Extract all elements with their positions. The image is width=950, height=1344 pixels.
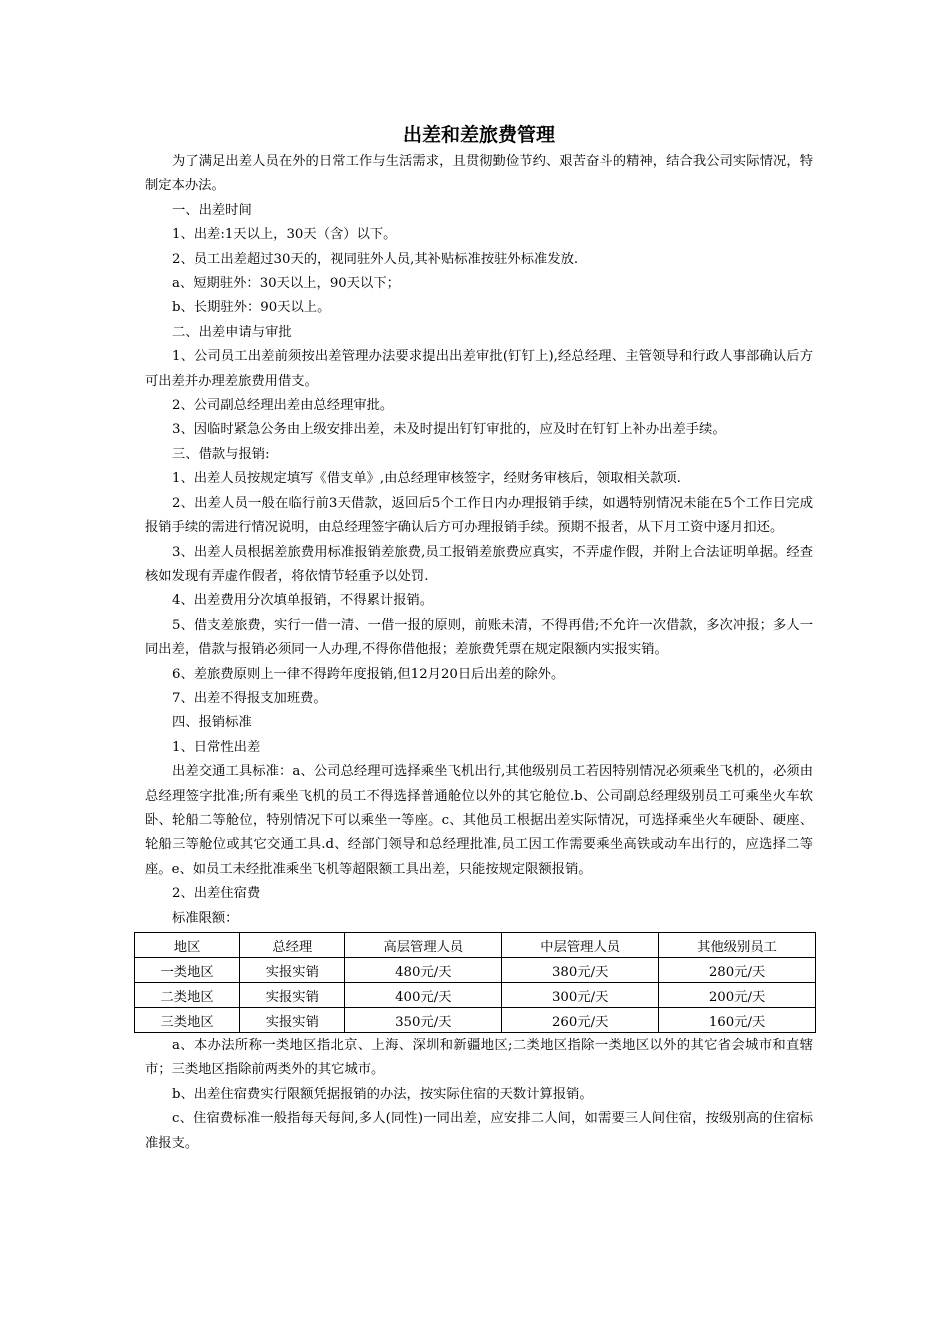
table-row xyxy=(135,983,816,1008)
table-header-cell: 其他级别员工 xyxy=(659,933,816,958)
table-cell: 380元/天 xyxy=(502,958,659,983)
document-page xyxy=(145,120,813,1156)
table-cell: 200元/天 xyxy=(659,983,816,1008)
table-row xyxy=(135,1008,816,1033)
document-title: 出差和差旅费管理 xyxy=(402,124,555,146)
paragraph: 3、因临时紧急公务由上级安排出差，未及时提出钉钉审批的，应及时在钉钉上补办出差手续。 xyxy=(172,422,726,438)
paragraph: 出差交通工具标准：a、公司总经理可选择乘坐飞机出行,其他级别员工若因特别情况必须乘坐飞机的，必须由总经理签字批准;所有乘坐飞机的员工不得选择普通舱位以外的其它舱位.b、公司副总经理级别员工可乘坐火车软卧、轮船二等舱位，特别情况下可以乘坐一等座。c、其他员工根据出差实际情况，可选择乘坐火车硬卧、硬座、轮船三等舱位或其它交通工具.d、经部门领导和总经理批准,员工因工作需要乘坐高铁或动车出行的，应选择二等座。e、如员工未经批准乘坐飞机等超限额工具出差，只能按规定限额报销。 xyxy=(145,764,813,877)
table-cell: 实报实销 xyxy=(240,983,345,1008)
table-header-cell: 总经理 xyxy=(240,933,345,958)
table-cell: 160元/天 xyxy=(659,1008,816,1033)
paragraph: 3、出差人员根据差旅费用标准报销差旅费,员工报销差旅费应真实，不弄虚作假，并附上合法证明单据。经查核如发现有弄虚作假者，将依情节轻重予以处罚. xyxy=(145,544,813,584)
table-row xyxy=(135,958,816,983)
table-header-cell: 中层管理人员 xyxy=(502,933,659,958)
table-cell: 三类地区 xyxy=(135,1008,240,1033)
table-cell: 280元/天 xyxy=(659,958,816,983)
paragraph: 2、公司副总经理出差由总经理审批。 xyxy=(172,398,394,414)
paragraph: c、住宿费标准一般指每天每间,多人(同性)一同出差，应安排二人间，如需要三人间住宿，按级别高的住宿标准报支。 xyxy=(145,1111,813,1151)
paragraph: a、本办法所称一类地区指北京、上海、深圳和新疆地区;二类地区指除一类地区以外的其它省会城市和直辖市；三类地区指除前两类外的其它城市。 xyxy=(145,1038,813,1078)
paragraph: 2、员工出差超过30天的，视同驻外人员,其补贴标准按驻外标准发放. xyxy=(172,251,579,267)
paragraph: b、长期驻外：90天以上。 xyxy=(172,300,331,316)
table-caption: 标准限额： xyxy=(172,910,239,926)
paragraph: 5、借支差旅费，实行一借一清、一借一报的原则，前账未清，不得再借;不允许一次借款，多次冲报；多人一同出差，借款与报销必须同一人办理,不得你借他报；差旅费凭票在规定限额内实报实销。 xyxy=(145,617,813,658)
table-cell: 260元/天 xyxy=(502,1008,659,1033)
lodging-limit-table xyxy=(134,932,816,1033)
paragraph: 2、出差人员一般在临行前3天借款，返回后5个工作日内办理报销手续，如遇特别情况未能在5个工作日完成报销手续的需进行情况说明，由总经理签字确认后方可办理报销手续。预期不报者，从下月工资中逐月扣还。 xyxy=(145,495,813,536)
table-cell: 一类地区 xyxy=(135,958,240,983)
table-header-cell: 地区 xyxy=(135,933,240,958)
table-header-cell: 高层管理人员 xyxy=(345,933,502,958)
table-cell: 二类地区 xyxy=(135,983,240,1008)
table-cell: 480元/天 xyxy=(345,958,502,983)
table-cell: 400元/天 xyxy=(345,983,502,1008)
table-cell: 实报实销 xyxy=(240,958,345,983)
section-heading: 二、出差申请与审批 xyxy=(172,324,292,340)
table-cell: 实报实销 xyxy=(240,1008,345,1033)
section-heading: 一、出差时间 xyxy=(172,202,252,218)
paragraph: 1、出差:1天以上，30天（含）以下。 xyxy=(172,227,397,243)
paragraph: 6、差旅费原则上一律不得跨年度报销,但12月20日后出差的除外。 xyxy=(172,666,565,682)
paragraph: a、短期驻外：30天以上，90天以下； xyxy=(172,276,400,292)
paragraph: b、出差住宿费实行限额凭据报销的办法，按实际住宿的天数计算报销。 xyxy=(172,1086,593,1102)
paragraph: 1、公司员工出差前须按出差管理办法要求提出出差审批(钉钉上),经总经理、主管领导和行政人事部确认后方可出差并办理差旅费用借支。 xyxy=(145,349,813,389)
intro-paragraph: 为了满足出差人员在外的日常工作与生活需求，且贯彻勤俭节约、艰苦奋斗的精神，结合我公司实际情况，特制定本办法。 xyxy=(145,154,813,194)
paragraph: 7、出差不得报支加班费。 xyxy=(172,690,327,706)
subsection-heading: 1、日常性出差 xyxy=(172,739,261,755)
table-cell: 350元/天 xyxy=(345,1008,502,1033)
table-header-row xyxy=(135,933,816,958)
subsection-heading: 2、出差住宿费 xyxy=(172,886,261,902)
table-cell: 300元/天 xyxy=(502,983,659,1008)
section-heading: 四、报销标准 xyxy=(172,715,252,731)
section-heading: 三、借款与报销: xyxy=(172,446,270,462)
paragraph: 1、出差人员按规定填写《借支单》,由总经理审核签字，经财务审核后，领取相关款项. xyxy=(172,471,681,487)
paragraph: 4、出差费用分次填单报销，不得累计报销。 xyxy=(172,593,434,609)
